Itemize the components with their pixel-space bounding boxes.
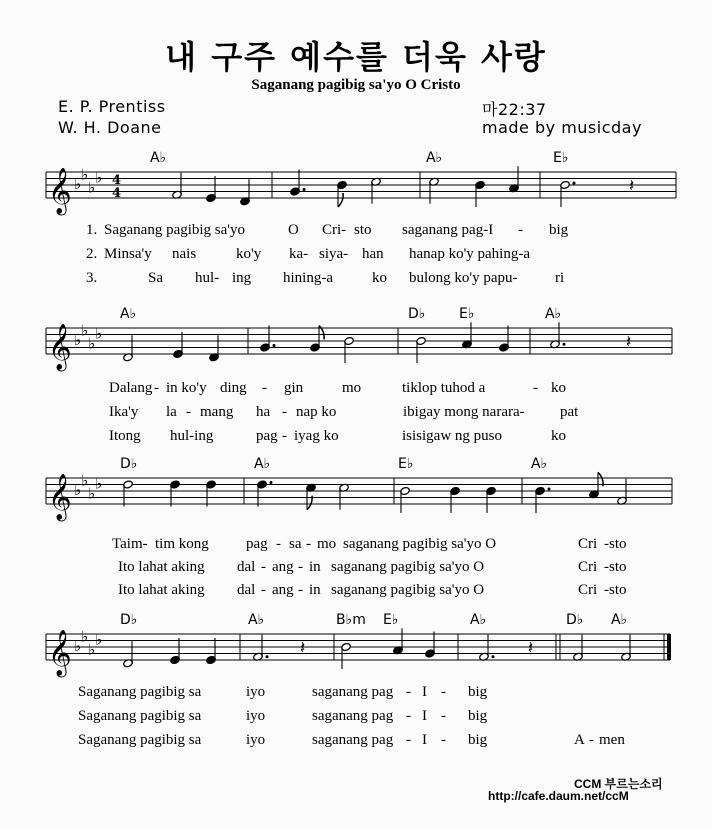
flat-icon: ♭ [81, 165, 89, 184]
chord-symbol: A♭ [254, 456, 271, 472]
lyric-line-s2-v3: Itong hul-ing pag - iyag ko isisigaw ng puso ko [109, 428, 566, 444]
flat-icon: ♭ [88, 178, 96, 197]
dot [273, 344, 276, 347]
composer-credit: W. H. Doane [58, 118, 162, 137]
chord-symbol: D♭ [120, 456, 138, 472]
lyric-line-s4-v1: Saganang pagibig sa iyo saganang pag - I - big [78, 684, 488, 700]
quarter-rest-icon: 𝄽 [528, 638, 534, 658]
lyric-line-s1-v3: 3. Sa hul- ing hining-a ko bulong ko'y papu- ri [86, 270, 565, 286]
watermark-cafe-name: CCM 부르는소리 [574, 777, 663, 791]
scripture-reference: 마22:37 [482, 100, 547, 119]
treble-clef-icon: 𝄞 [48, 474, 72, 520]
chord-symbol: A♭ [611, 612, 628, 628]
dot [563, 343, 566, 346]
dot [548, 488, 551, 491]
lyric-line-s3-v1: Taim- tim kong pag - sa - mo saganang pagibig sa'yo O Cri -sto [112, 536, 627, 552]
flat-icon: ♭ [74, 331, 82, 349]
dot [270, 481, 273, 484]
chord-symbol: E♭ [459, 306, 475, 322]
chord-symbol: A♭ [470, 612, 487, 628]
lyric-line-s1-v1: 1. Saganang pagibig sa'yo O Cri- sto saganang pag-I - big [86, 222, 569, 238]
flat-icon: ♭ [74, 481, 82, 499]
flat-icon: ♭ [95, 474, 103, 493]
lyric-line-s2-v1: Dalang - in ko'y ding - gin mo tiklop tuhod a - ko [109, 380, 566, 396]
flat-icon: ♭ [74, 637, 82, 655]
lyricist-credit: E. P. Prentiss [58, 97, 166, 116]
chord-symbol: D♭ [408, 306, 426, 322]
flat-icon: ♭ [88, 484, 96, 503]
dot [492, 655, 495, 658]
staff-system-1 [46, 150, 676, 216]
chord-symbol: D♭ [120, 612, 138, 628]
staff-system-4 [46, 612, 671, 678]
staff-system-2 [46, 306, 672, 372]
page-subtitle: Saganang pagibig sa'yo O Cristo [251, 77, 461, 93]
chord-symbol: A♭ [545, 306, 562, 322]
chord-symbol: B♭m [336, 612, 366, 628]
lyric-line-s4-v3: Saganang pagibig sa iyo saganang pag - I - big A - men [78, 732, 625, 748]
chord-symbol: E♭ [383, 612, 399, 628]
flat-icon: ♭ [81, 321, 89, 340]
chord-symbol: A♭ [120, 306, 137, 322]
lyric-line-s3-v2: Ito lahat aking dal - ang - in saganang pagibig sa'yo O Cri -sto [118, 559, 627, 575]
page-title: 내 구주 예수를 더욱 사랑 [165, 38, 547, 76]
treble-clef-icon: 𝄞 [48, 168, 72, 214]
flat-icon: ♭ [95, 630, 103, 649]
time-signature-bottom: 4 [112, 186, 122, 201]
flat-icon: ♭ [95, 168, 103, 187]
flat-icon: ♭ [81, 627, 89, 646]
flat-icon: ♭ [74, 175, 82, 193]
dot [303, 188, 306, 191]
flat-icon: ♭ [88, 640, 96, 659]
chord-symbol: D♭ [566, 612, 584, 628]
chord-symbol: A♭ [248, 612, 265, 628]
eighth-flag [338, 193, 343, 207]
lyric-line-s3-v3: Ito lahat aking dal - ang - in saganang pagibig sa'yo O Cri -sto [118, 582, 627, 598]
staff-system-3 [46, 456, 672, 522]
treble-clef-icon: 𝄞 [48, 630, 72, 676]
chord-symbol: E♭ [398, 456, 414, 472]
treble-clef-icon: 𝄞 [48, 324, 72, 370]
lyric-line-s4-v2: Saganang pagibig sa iyo saganang pag - I - big [78, 708, 488, 724]
chord-symbol: E♭ [553, 150, 569, 166]
dot [573, 182, 576, 185]
dot [266, 655, 269, 658]
chord-symbol: A♭ [531, 456, 548, 472]
made-by-credit: made by musicday [482, 118, 642, 137]
chord-symbol: A♭ [150, 150, 167, 166]
final-barline-thick [667, 634, 671, 660]
lyric-line-s1-v2: 2. Minsa'y nais ko'y ka- siya- han hanap ko'y pahing-a [86, 246, 530, 262]
lyric-line-s2-v2: Ika'y la - mang ha - nap ko ibigay mong narara- pat [109, 404, 579, 420]
flat-icon: ♭ [88, 334, 96, 353]
quarter-rest-icon: 𝄽 [629, 176, 635, 196]
time-signature-top: 4 [112, 173, 122, 188]
quarter-rest-icon: 𝄽 [626, 332, 632, 352]
flat-icon: ♭ [81, 471, 89, 490]
flat-icon: ♭ [95, 324, 103, 343]
quarter-rest-icon: 𝄽 [300, 638, 306, 658]
chord-symbol: A♭ [426, 150, 443, 166]
watermark-url[interactable]: http://cafe.daum.net/ccM [488, 789, 629, 803]
